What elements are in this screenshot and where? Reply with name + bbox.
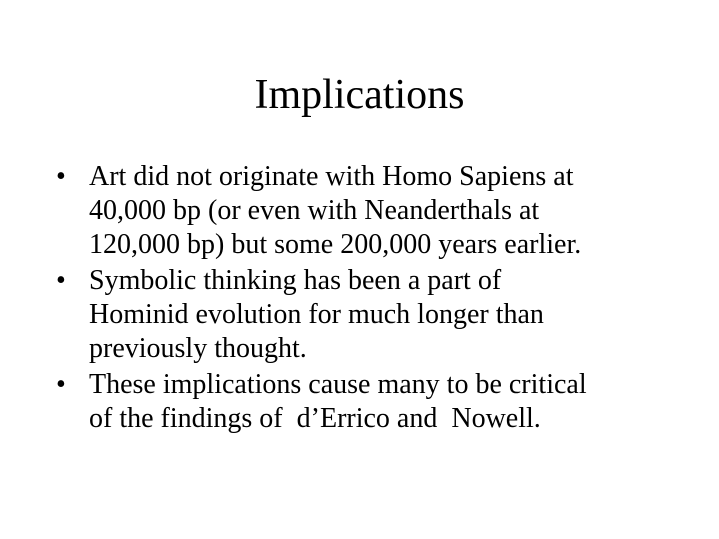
slide-title: Implications	[254, 72, 465, 118]
bullet-point-icon: •	[56, 161, 66, 192]
bullet-line: Hominid evolution for much longer than	[89, 299, 544, 330]
bullet-text	[89, 264, 544, 366]
bullet-line: Symbolic thinking has been a part of	[89, 265, 502, 296]
bullet-line: Art did not originate with Homo Sapiens at	[89, 161, 574, 192]
bullet-text	[89, 160, 581, 262]
bullet-line: previously thought.	[89, 333, 307, 364]
bullet-point-icon: •	[56, 265, 66, 296]
bullet-line: of the findings of d’Errico and Nowell.	[89, 403, 541, 434]
bullet-list	[56, 160, 656, 438]
bullet-text	[89, 368, 587, 436]
bullet-line: 40,000 bp (or even with Neanderthals at	[89, 195, 540, 226]
bullet-item	[56, 264, 656, 366]
bullet-item	[56, 368, 656, 436]
bullet-line: These implications cause many to be critical	[89, 369, 587, 400]
bullet-line: 120,000 bp) but some 200,000 years earlier.	[89, 229, 582, 260]
bullet-item	[56, 160, 656, 262]
bullet-point-icon: •	[56, 369, 66, 400]
